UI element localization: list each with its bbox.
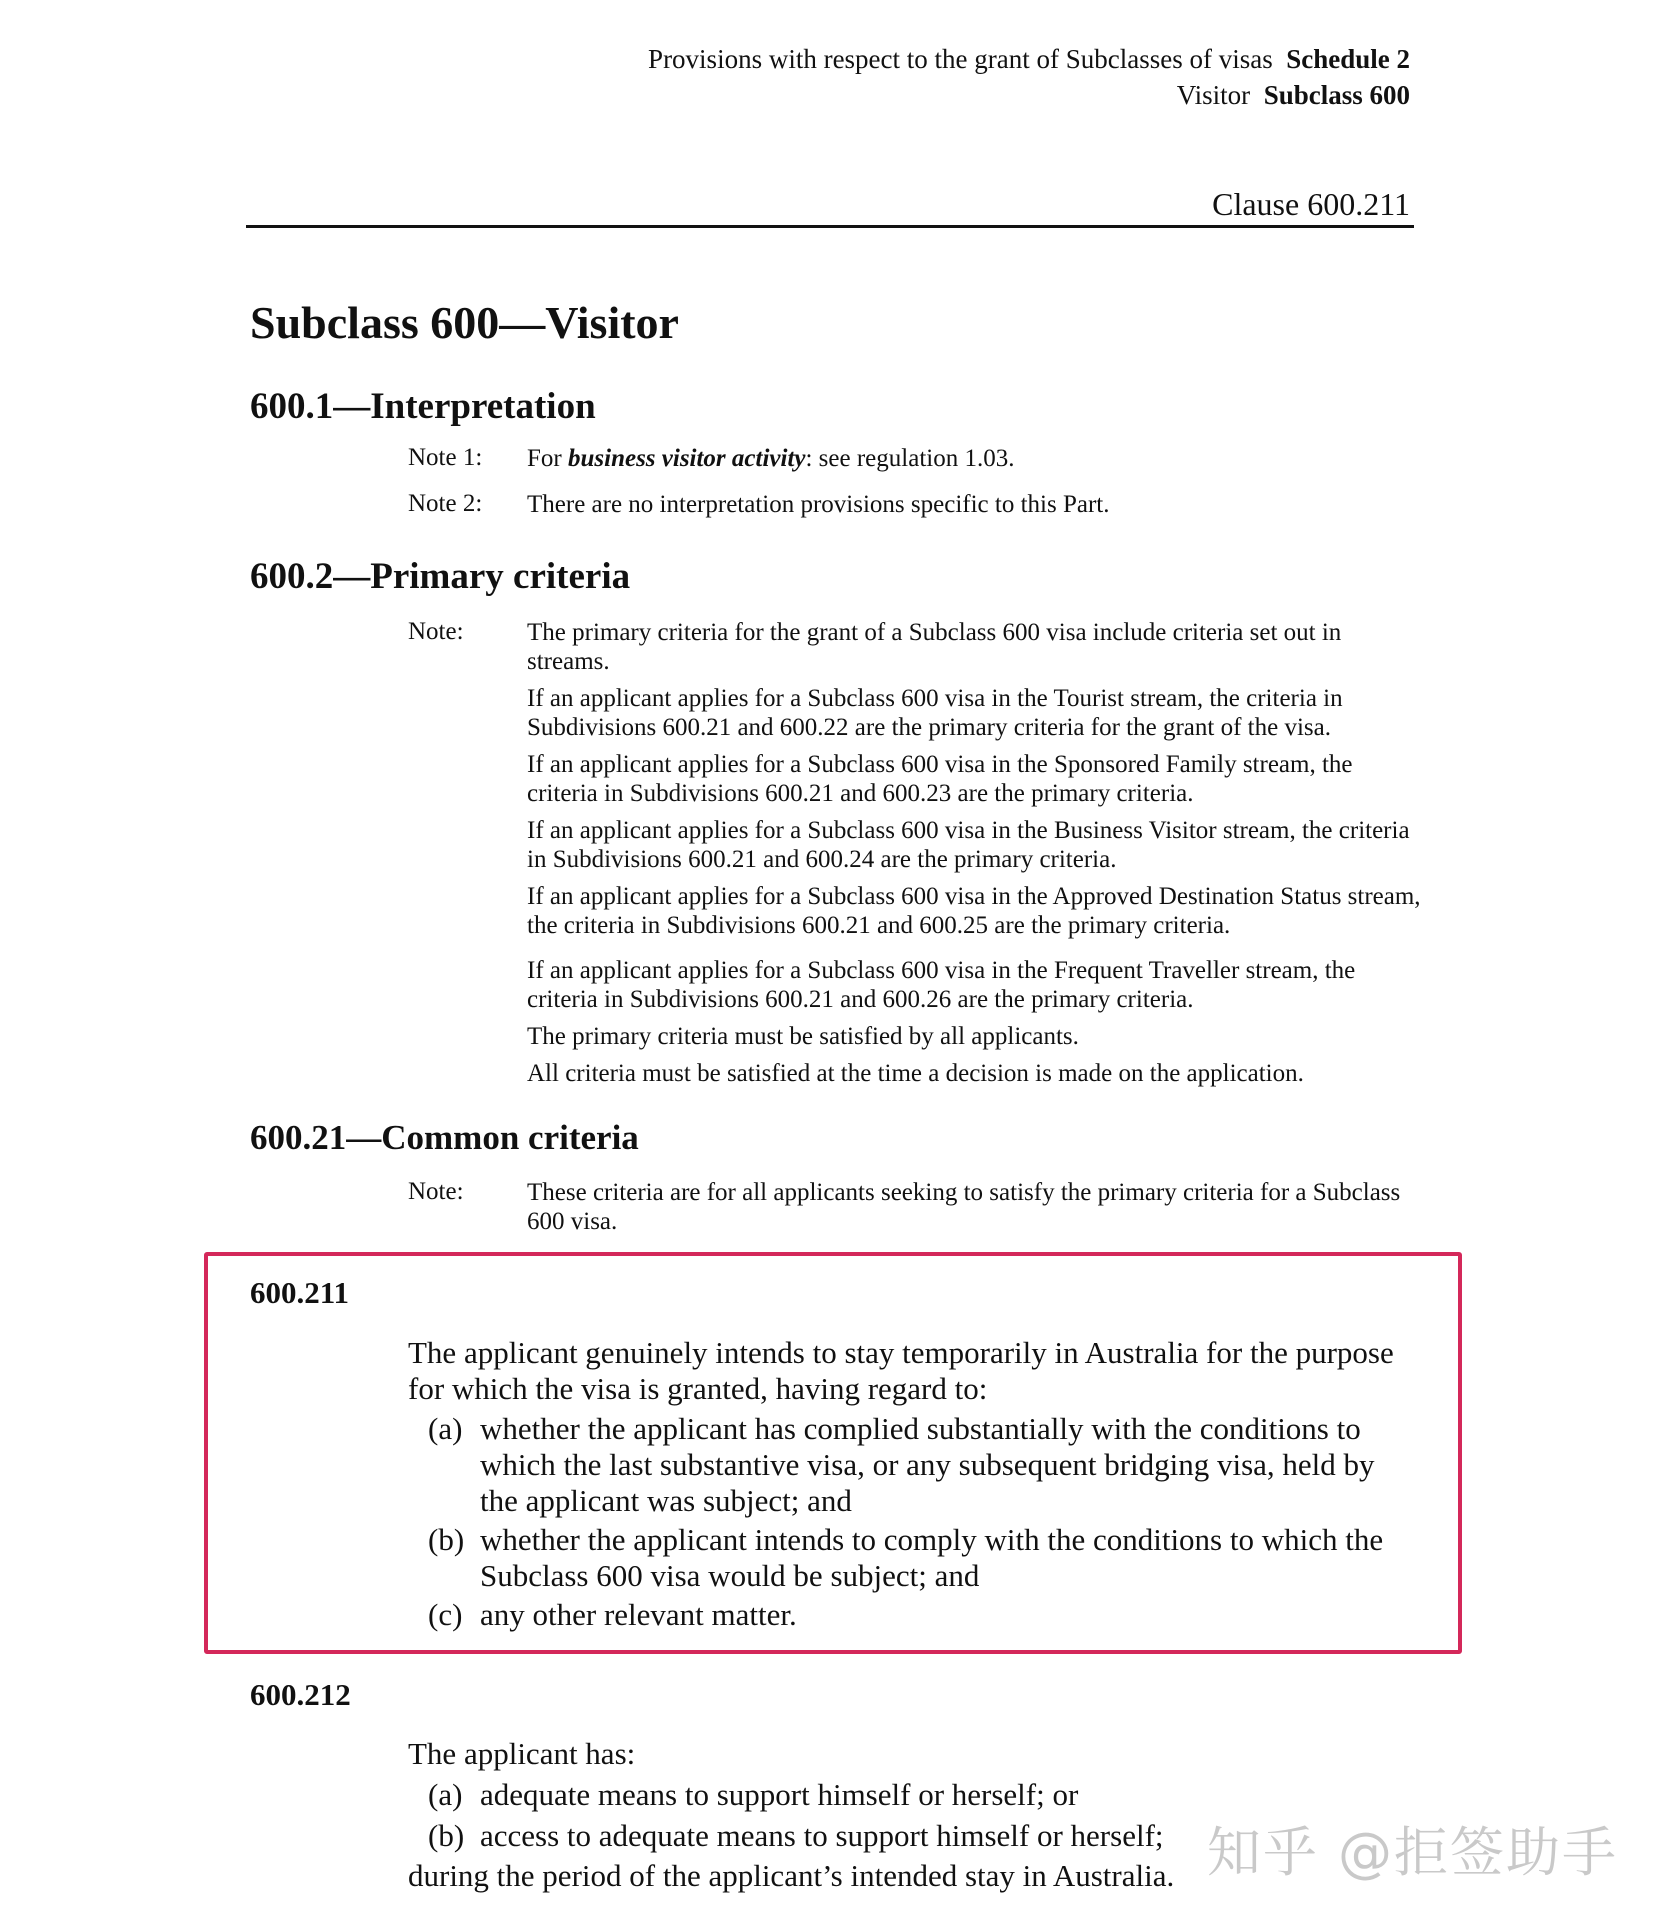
primary-note-paragraph: All criteria must be satisfied at the time a decision is made on the application. bbox=[527, 1060, 1304, 1087]
primary-note-paragraph: If an applicant applies for a Subclass 600 visa in the Sponsored Family stream, the criteria in Subdivisions 600.21 and 600.23 are the primary criteria. bbox=[527, 751, 1353, 807]
clause-600-211-item-label: (a) bbox=[428, 1411, 463, 1446]
primary-note-paragraph: If an applicant applies for a Subclass 600 visa in the Business Visitor stream, the criteria in Subdivisions 600.21 and 600.24 are the primary criteria. bbox=[527, 817, 1410, 873]
clause-600-211-item-text: any other relevant matter. bbox=[480, 1597, 797, 1632]
primary-note-label: Note: bbox=[408, 618, 464, 645]
running-header-line-2 bbox=[1177, 80, 1410, 111]
common-note-text: These criteria are for all applicants seeking to satisfy the primary criteria for a Subclass 600 visa. bbox=[527, 1179, 1401, 1235]
clause-reference: Clause 600.211 bbox=[1212, 186, 1410, 222]
interpretation-heading: 600.1—Interpretation bbox=[250, 386, 596, 427]
running-header-schedule: Schedule 2 bbox=[1286, 44, 1410, 74]
note-1-label: Note 1: bbox=[408, 444, 483, 471]
clause-600-211-item-label: (b) bbox=[428, 1522, 465, 1557]
clause-600-211-number: 600.211 bbox=[250, 1275, 350, 1310]
clause-600-211-item-text: whether the applicant has complied substantially with the conditions to which the last substantive visa, or any subsequent bridging visa, held by the applicant was subject; and bbox=[480, 1411, 1375, 1518]
running-header-part: Visitor bbox=[1176, 80, 1251, 110]
clause-600-211-lead: The applicant genuinely intends to stay temporarily in Australia for the purpose for which the visa is granted, having regard to: bbox=[408, 1335, 1394, 1406]
clause-600-211-item-label: (c) bbox=[428, 1597, 463, 1632]
clause-600-211-item-text: whether the applicant intends to comply with the conditions to which the Subclass 600 visa would be subject; and bbox=[480, 1522, 1384, 1593]
note-1-defined-term: business visitor activity bbox=[567, 445, 806, 472]
primary-note-paragraph: The primary criteria must be satisfied by all applicants. bbox=[527, 1023, 1079, 1050]
page-title: Subclass 600—Visitor bbox=[250, 297, 679, 348]
running-header-subclass: Subclass 600 bbox=[1263, 80, 1410, 110]
clause-600-212-item-label: (a) bbox=[428, 1777, 463, 1812]
clause-600-212-number: 600.212 bbox=[250, 1677, 351, 1712]
primary-note-paragraph: If an applicant applies for a Subclass 600 visa in the Frequent Traveller stream, the criteria in Subdivisions 600.21 and 600.26 are the primary criteria. bbox=[527, 957, 1356, 1013]
primary-note-paragraph: The primary criteria for the grant of a Subclass 600 visa include criteria set out in streams. bbox=[527, 619, 1342, 675]
clause-600-212-lead: The applicant has: bbox=[408, 1736, 636, 1771]
primary-note-paragraph: If an applicant applies for a Subclass 600 visa in the Approved Destination Status stream, the criteria in Subdivisions 600.21 and 600.25 are the primary criteria. bbox=[527, 883, 1421, 939]
clause-600-212-item-text: adequate means to support himself or herself; or bbox=[480, 1777, 1079, 1812]
common-criteria-heading: 600.21—Common criteria bbox=[250, 1118, 639, 1157]
watermark: 知乎 @拒签助手 bbox=[1206, 1821, 1618, 1884]
note-1-suffix: : see regulation 1.03. bbox=[805, 445, 1015, 472]
common-note-label: Note: bbox=[408, 1178, 464, 1205]
note-2-text: There are no interpretation provisions specific to this Part. bbox=[527, 491, 1110, 518]
primary-criteria-heading: 600.2—Primary criteria bbox=[250, 556, 631, 597]
primary-note-paragraph: If an applicant applies for a Subclass 600 visa in the Tourist stream, the criteria in Subdivisions 600.21 and 600.22 are the primary criteria for the grant of the visa. bbox=[527, 685, 1343, 741]
running-header-line-1 bbox=[648, 44, 1410, 75]
clause-600-212-item-label: (b) bbox=[428, 1818, 465, 1853]
clause-600-212-item-text: access to adequate means to support himself or herself; bbox=[480, 1818, 1164, 1853]
header-rule bbox=[246, 225, 1414, 228]
running-header-title: Provisions with respect to the grant of Subclasses of visas bbox=[648, 44, 1273, 74]
clause-600-212-tail: during the period of the applicant’s intended stay in Australia. bbox=[408, 1858, 1175, 1893]
note-2-label: Note 2: bbox=[408, 490, 483, 517]
note-1-prefix: For bbox=[527, 445, 568, 472]
note-1-text bbox=[527, 444, 1427, 473]
